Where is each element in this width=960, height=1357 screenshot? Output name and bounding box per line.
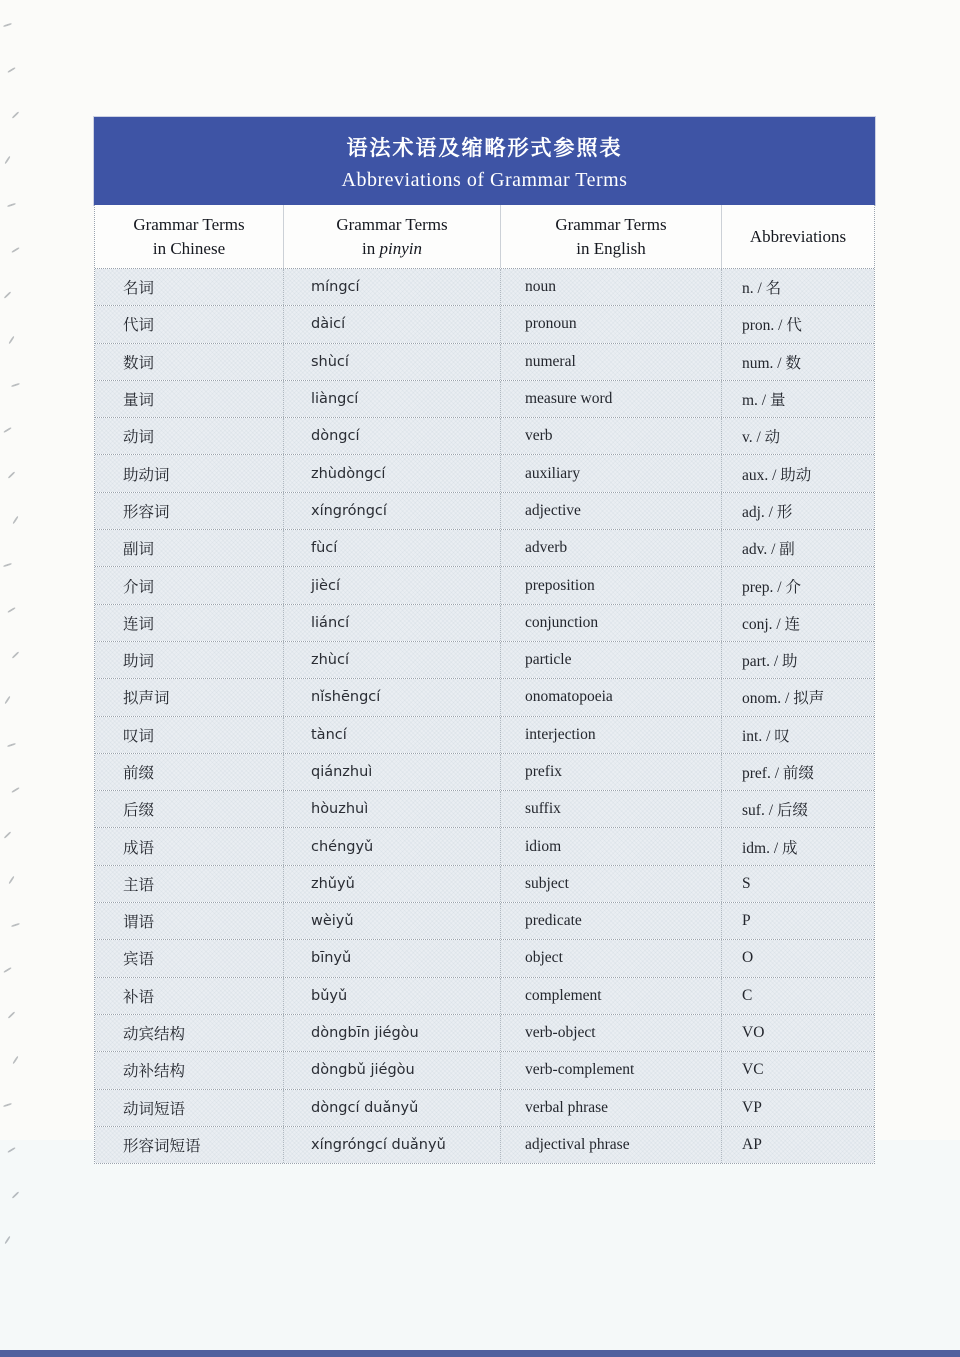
cell-chinese-term: 叹词 <box>95 717 283 753</box>
cell-chinese-term: 助动词 <box>95 455 283 491</box>
scan-artifact-mark <box>8 1011 16 1019</box>
column-header-line: in pinyin <box>362 238 422 258</box>
scan-artifact-mark <box>7 203 16 208</box>
cell-pinyin: dòngcí duǎnyǔ <box>283 1090 500 1126</box>
cell-abbreviation: num. / 数 <box>721 344 874 380</box>
cell-chinese-term: 名词 <box>95 269 283 305</box>
cell-pinyin: hòuzhuì <box>283 791 500 827</box>
table-body <box>95 268 874 1163</box>
table-row <box>95 865 874 902</box>
cell-chinese-term: 动补结构 <box>95 1052 283 1088</box>
table-row <box>95 566 874 603</box>
cell-abbreviation: part. / 助 <box>721 642 874 678</box>
scan-artifact-mark <box>8 876 15 885</box>
cell-chinese-term: 形容词短语 <box>95 1127 283 1163</box>
table-row <box>95 902 874 939</box>
cell-chinese-term: 动宾结构 <box>95 1015 283 1051</box>
table-row <box>95 268 874 305</box>
scan-artifact-mark <box>3 23 12 28</box>
cell-chinese-term: 数词 <box>95 344 283 380</box>
cell-english-term: onomatopoeia <box>500 679 721 715</box>
column-header-line: Grammar Terms <box>133 214 245 234</box>
table-row <box>95 678 874 715</box>
scan-artifact-mark <box>8 471 16 479</box>
table-row <box>95 305 874 342</box>
scan-bottom-blue-strip <box>0 1350 960 1357</box>
cell-pinyin: xíngróngcí <box>283 493 500 529</box>
cell-pinyin: qiánzhuì <box>283 754 500 790</box>
cell-english-term: prefix <box>500 754 721 790</box>
column-header-pinyin <box>283 205 500 268</box>
cell-abbreviation: pron. / 代 <box>721 306 874 342</box>
cell-english-term: object <box>500 940 721 976</box>
cell-pinyin: nǐshēngcí <box>283 679 500 715</box>
cell-abbreviation: v. / 动 <box>721 418 874 454</box>
cell-english-term: predicate <box>500 903 721 939</box>
cell-english-term: verb-object <box>500 1015 721 1051</box>
cell-chinese-term: 主语 <box>95 866 283 902</box>
cell-pinyin: zhǔyǔ <box>283 866 500 902</box>
cell-abbreviation: adj. / 形 <box>721 493 874 529</box>
scan-artifact-mark <box>12 1191 20 1199</box>
cell-abbreviation: C <box>721 978 874 1014</box>
cell-pinyin: bīnyǔ <box>283 940 500 976</box>
cell-english-term: noun <box>500 269 721 305</box>
cell-chinese-term: 副词 <box>95 530 283 566</box>
scan-artifact-mark <box>7 607 16 613</box>
cell-abbreviation: VP <box>721 1090 874 1126</box>
cell-pinyin: zhùdòngcí <box>283 455 500 491</box>
cell-pinyin: chéngyǔ <box>283 828 500 864</box>
scan-artifact-mark <box>4 1236 11 1245</box>
cell-english-term: complement <box>500 978 721 1014</box>
cell-chinese-term: 代词 <box>95 306 283 342</box>
cell-abbreviation: S <box>721 866 874 902</box>
cell-chinese-term: 成语 <box>95 828 283 864</box>
cell-english-term: verb <box>500 418 721 454</box>
cell-pinyin: wèiyǔ <box>283 903 500 939</box>
cell-abbreviation: P <box>721 903 874 939</box>
column-header-line: Grammar Terms <box>336 214 448 234</box>
cell-pinyin: fùcí <box>283 530 500 566</box>
cell-chinese-term: 介词 <box>95 567 283 603</box>
cell-abbreviation: n. / 名 <box>721 269 874 305</box>
table-row <box>95 1089 874 1126</box>
cell-english-term: interjection <box>500 717 721 753</box>
column-header-chinese <box>95 205 283 268</box>
table-header-row <box>95 205 874 268</box>
cell-english-term: numeral <box>500 344 721 380</box>
cell-english-term: subject <box>500 866 721 902</box>
cell-chinese-term: 前缀 <box>95 754 283 790</box>
table-row <box>95 1014 874 1051</box>
cell-abbreviation: VO <box>721 1015 874 1051</box>
cell-abbreviation: suf. / 后缀 <box>721 791 874 827</box>
table-row <box>95 1051 874 1088</box>
cell-pinyin: shùcí <box>283 344 500 380</box>
table-row <box>95 529 874 566</box>
cell-pinyin: tàncí <box>283 717 500 753</box>
cell-chinese-term: 动词 <box>95 418 283 454</box>
scan-artifact-mark <box>7 743 16 748</box>
table-row <box>95 380 874 417</box>
column-header-line: in English <box>576 238 646 258</box>
table-row <box>95 790 874 827</box>
scan-tint-band <box>0 1140 960 1350</box>
scan-artifact-mark <box>12 111 20 119</box>
column-header-line: Abbreviations <box>749 226 847 246</box>
cell-chinese-term: 连词 <box>95 605 283 641</box>
cell-chinese-term: 助词 <box>95 642 283 678</box>
pinyin-word-italic: pinyin <box>379 238 422 258</box>
cell-pinyin: xíngróngcí duǎnyǔ <box>283 1127 500 1163</box>
cell-abbreviation: int. / 叹 <box>721 717 874 753</box>
cell-pinyin: zhùcí <box>283 642 500 678</box>
scan-artifact-mark <box>4 696 11 705</box>
cell-abbreviation: VC <box>721 1052 874 1088</box>
cell-abbreviation: pref. / 前缀 <box>721 754 874 790</box>
scan-artifact-mark <box>3 1103 12 1108</box>
table-row <box>95 454 874 491</box>
cell-abbreviation: AP <box>721 1127 874 1163</box>
cell-abbreviation: onom. / 拟声 <box>721 679 874 715</box>
scan-artifact-mark <box>11 247 20 253</box>
scan-artifact-mark <box>12 651 20 659</box>
cell-pinyin: dàicí <box>283 306 500 342</box>
cell-abbreviation: prep. / 介 <box>721 567 874 603</box>
cell-english-term: pronoun <box>500 306 721 342</box>
cell-english-term: auxiliary <box>500 455 721 491</box>
scan-artifact-mark <box>3 427 12 433</box>
cell-pinyin: jiècí <box>283 567 500 603</box>
cell-english-term: idiom <box>500 828 721 864</box>
table-row <box>95 1126 874 1163</box>
scan-artifact-mark <box>11 383 20 388</box>
cell-pinyin: bǔyǔ <box>283 978 500 1014</box>
table-row <box>95 939 874 976</box>
cell-abbreviation: adv. / 副 <box>721 530 874 566</box>
scan-artifact-mark <box>12 516 19 525</box>
cell-abbreviation: aux. / 助动 <box>721 455 874 491</box>
scan-artifact-mark <box>4 831 12 839</box>
cell-abbreviation: idm. / 成 <box>721 828 874 864</box>
cell-english-term: suffix <box>500 791 721 827</box>
table-row <box>95 716 874 753</box>
cell-pinyin: dòngcí <box>283 418 500 454</box>
scan-artifact-mark <box>4 291 12 299</box>
page-title-chinese: 语法术语及缩略形式参照表 <box>346 136 623 160</box>
cell-chinese-term: 后缀 <box>95 791 283 827</box>
scan-artifact-mark <box>11 787 20 793</box>
cell-abbreviation: m. / 量 <box>721 381 874 417</box>
cell-pinyin: liáncí <box>283 605 500 641</box>
table-row <box>95 417 874 454</box>
scan-artifact-mark <box>4 156 11 165</box>
cell-english-term: adjective <box>500 493 721 529</box>
grammar-terms-table <box>94 205 875 1164</box>
cell-chinese-term: 补语 <box>95 978 283 1014</box>
cell-abbreviation: O <box>721 940 874 976</box>
table-row <box>95 492 874 529</box>
cell-chinese-term: 量词 <box>95 381 283 417</box>
cell-abbreviation: conj. / 连 <box>721 605 874 641</box>
scan-artifact-mark <box>11 923 20 928</box>
table-row <box>95 753 874 790</box>
cell-english-term: conjunction <box>500 605 721 641</box>
table-row <box>95 604 874 641</box>
table-row <box>95 641 874 678</box>
cell-english-term: verbal phrase <box>500 1090 721 1126</box>
cell-english-term: preposition <box>500 567 721 603</box>
scan-artifact-mark <box>12 1056 19 1065</box>
scan-artifact-mark <box>8 336 15 345</box>
table-row <box>95 977 874 1014</box>
cell-english-term: adjectival phrase <box>500 1127 721 1163</box>
cell-chinese-term: 谓语 <box>95 903 283 939</box>
cell-english-term: measure word <box>500 381 721 417</box>
cell-english-term: adverb <box>500 530 721 566</box>
cell-pinyin: dòngbīn jiégòu <box>283 1015 500 1051</box>
column-header-line: Grammar Terms <box>555 214 667 234</box>
scan-artifact-mark <box>7 67 16 73</box>
cell-pinyin: liàngcí <box>283 381 500 417</box>
table-row <box>95 827 874 864</box>
cell-chinese-term: 动词短语 <box>95 1090 283 1126</box>
table-row <box>95 343 874 380</box>
scan-edge-marks <box>0 0 22 1330</box>
scan-artifact-mark <box>7 1147 16 1153</box>
column-header-line: in Chinese <box>152 238 226 258</box>
cell-chinese-term: 形容词 <box>95 493 283 529</box>
cell-chinese-term: 宾语 <box>95 940 283 976</box>
cell-english-term: verb-complement <box>500 1052 721 1088</box>
cell-chinese-term: 拟声词 <box>95 679 283 715</box>
column-header-english <box>500 205 721 268</box>
column-header-abbreviations <box>721 205 874 268</box>
title-banner <box>94 117 875 205</box>
cell-pinyin: dòngbǔ jiégòu <box>283 1052 500 1088</box>
cell-english-term: particle <box>500 642 721 678</box>
cell-pinyin: míngcí <box>283 269 500 305</box>
page-title-english: Abbreviations of Grammar Terms <box>341 169 628 191</box>
scan-artifact-mark <box>3 967 12 973</box>
scan-artifact-mark <box>3 563 12 568</box>
